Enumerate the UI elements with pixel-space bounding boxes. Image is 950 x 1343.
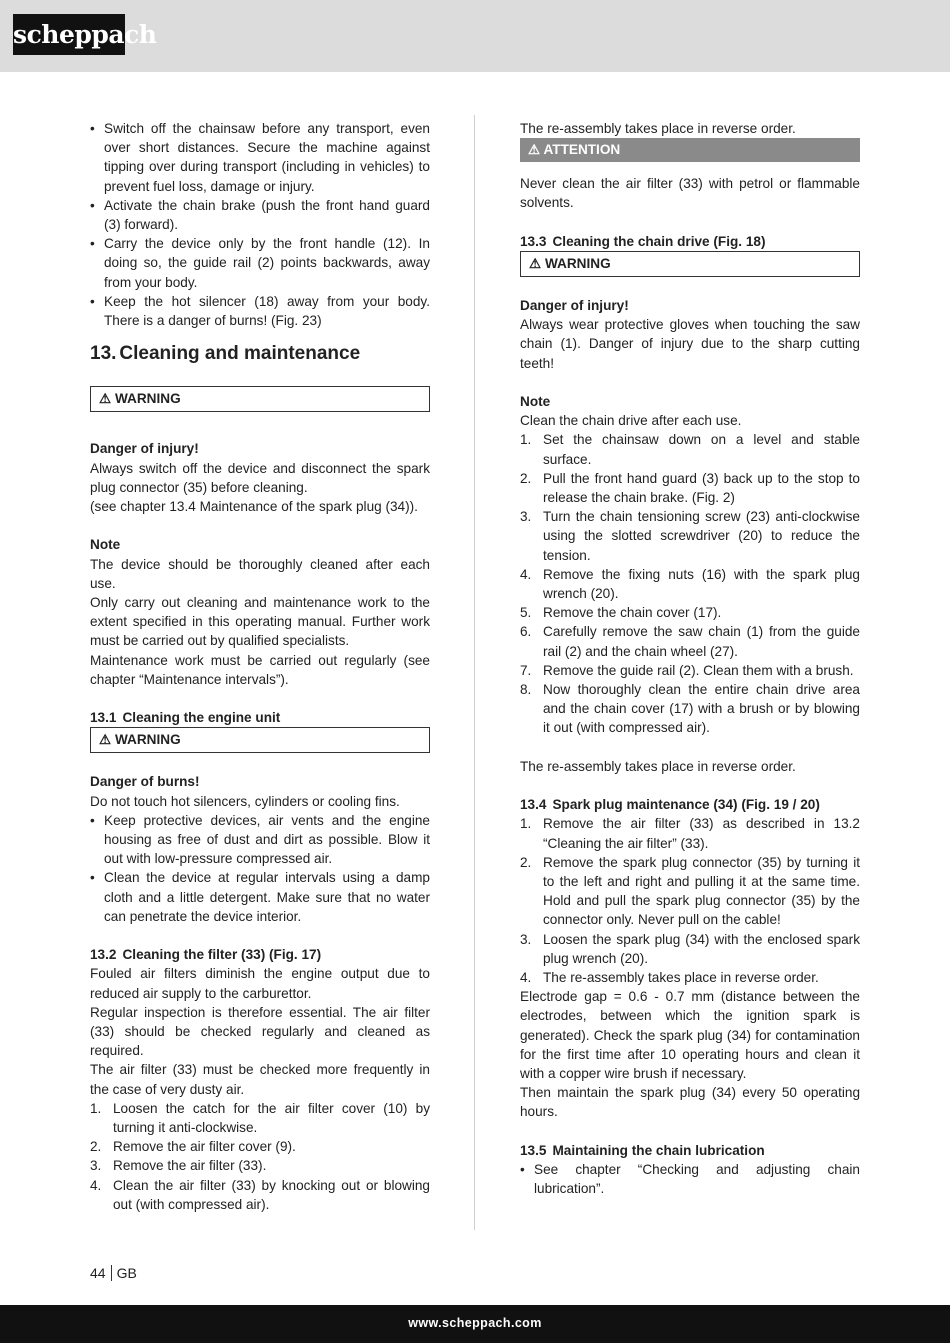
subsection-number: 13.2 — [90, 947, 117, 963]
section-heading-cleaning-maintenance — [90, 342, 430, 366]
subsection-number: 13.5 — [520, 1142, 547, 1158]
subsection-heading-13-3 — [520, 232, 860, 251]
page-number — [90, 1264, 137, 1282]
list-item: • Keep the hot silencer (18) away from your body. There is a danger of burns! (Fig. 23) — [90, 292, 430, 330]
filter-steps — [90, 1099, 430, 1214]
subsection-heading-13-4 — [520, 795, 860, 814]
list-item: 2. Remove the air filter cover (9). — [90, 1139, 296, 1155]
language-code: GB — [116, 1265, 137, 1281]
list-item: 4. Clean the air filter (33) by knocking out or blowing out (with compressed air). — [90, 1177, 430, 1212]
subsection-heading-13-5 — [520, 1141, 860, 1160]
paragraph: Fouled air filters diminish the engine output due to reduced air supply to the carburettor. — [90, 966, 430, 1001]
warning-box: ⚠ WARNING — [90, 386, 430, 412]
header-bar — [0, 0, 950, 72]
note-title: Note — [520, 394, 551, 409]
electrode-gap-text: Electrode gap = 0.6 - 0.7 mm (distance between the electrodes, between which the ignition spark is generated). Check the spark plug (34) for contamination for the first time after 10 operating hours and clean it with a copper wire brush if necessary. — [520, 989, 860, 1082]
danger-reference: (see chapter 13.4 Maintenance of the spark plug (34)). — [90, 499, 418, 515]
paragraph: Regular inspection is therefore essential. The air filter (33) should be checked regularly and cleaned as required. — [90, 1004, 430, 1059]
attention-box: ⚠ ATTENTION — [520, 138, 860, 162]
note-text: Clean the chain drive after each use. — [520, 413, 742, 429]
spark-plug-steps — [520, 814, 860, 987]
list-item: 3. Turn the chain tensioning screw (23) anti-clockwise using the slotted screwdriver (20) to reduce the tension. — [520, 509, 860, 563]
list-item: 8. Now thoroughly clean the entire chain drive area and the chain cover (17) with a brush or by blowing it out (with compressed air). — [520, 682, 860, 736]
list-item: 7. Remove the guide rail (2). Clean them with a brush. — [520, 662, 854, 678]
danger-text: Always wear protective gloves when touching the saw chain (1). Danger of injury due to the sharp cutting teeth! — [520, 317, 860, 371]
list-item: • Carry the device only by the front handle (12). In doing so, the guide rail (2) points backwards, away from your body. — [90, 234, 430, 292]
danger-text: Always switch off the device and disconnect the spark plug connector (35) before cleaning. — [90, 460, 430, 495]
engine-cleaning-bullets — [90, 811, 430, 926]
paragraph: The air filter (33) must be checked more frequently in the case of very dusty air. — [90, 1062, 430, 1097]
subsection-title: Cleaning the engine unit — [122, 710, 281, 726]
list-item: • Switch off the chainsaw before any transport, even over short distances. Secure the machine against tipping over during transport (including in vehicles) to prevent fuel loss, damage or injury. — [90, 119, 430, 196]
reassembly-text: The re-assembly takes place in reverse order. — [520, 121, 796, 136]
right-column — [520, 119, 860, 1198]
column-divider — [474, 115, 475, 1230]
chain-lubrication-bullets — [520, 1160, 860, 1198]
danger-title: Danger of injury! — [520, 298, 629, 313]
subsection-number: 13.4 — [520, 797, 547, 813]
list-item: • Activate the chain brake (push the front hand guard (3) forward). — [90, 196, 430, 234]
subsection-title: Maintaining the chain lubrication — [552, 1142, 765, 1158]
separator — [111, 1265, 112, 1281]
attention-text: Never clean the air filter (33) with petrol or flammable solvents. — [520, 176, 860, 211]
chain-drive-steps — [520, 430, 860, 737]
list-item: 1. Remove the air filter (33) as described in 13.2 “Cleaning the air filter” (33). — [520, 816, 860, 851]
danger-title: Danger of injury! — [90, 441, 199, 457]
list-item: 4. The re-assembly takes place in reverse order. — [520, 970, 819, 986]
left-column — [90, 119, 430, 1214]
list-item: 1. Set the chainsaw down on a level and stable surface. — [520, 432, 860, 467]
subsection-title: Cleaning the filter (33) (Fig. 17) — [122, 947, 322, 963]
warning-box: ⚠ WARNING — [520, 251, 860, 277]
section-number: 13. — [90, 343, 117, 365]
maintenance-interval-text: Then maintain the spark plug (34) every 50 operating hours. — [520, 1085, 860, 1120]
website-link[interactable]: www.scheppach.com — [408, 1316, 542, 1330]
list-item: 5. Remove the chain cover (17). — [520, 605, 722, 621]
note-line: The device should be thoroughly cleaned after each use. — [90, 556, 430, 591]
list-item: • Keep protective devices, air vents and the engine housing as free of dust and dirt as possible. Blow it out with low-pressure compressed air. — [90, 811, 430, 869]
subsection-title: Cleaning the chain drive (Fig. 18) — [552, 233, 766, 249]
list-item: 2. Remove the spark plug connector (35) by turning it to the left and right and pulling it at the same time. Hold and pull the spark plug connector (35) by the connector only. Never pull on the cable! — [520, 854, 860, 928]
list-item: 4. Remove the fixing nuts (16) with the spark plug wrench (20). — [520, 566, 860, 602]
list-item: 1. Loosen the catch for the air filter cover (10) by turning it anti-clockwise. — [90, 1100, 430, 1136]
scheppach-logo: scheppach — [13, 14, 125, 55]
subsection-heading-13-2 — [90, 945, 430, 964]
danger-title: Danger of burns! — [90, 774, 200, 790]
footer-bar — [0, 1305, 950, 1343]
list-item: • Clean the device at regular intervals using a damp cloth and a little detergent. Make sure that no water can penetrate the device interior. — [90, 868, 430, 926]
list-item: 2. Pull the front hand guard (3) back up to the stop to release the chain brake. (Fig. 2) — [520, 470, 860, 506]
subsection-number: 13.1 — [90, 710, 117, 726]
section-title: Cleaning and maintenance — [119, 343, 361, 365]
note-title: Note — [90, 537, 121, 553]
list-item: 3. Remove the air filter (33). — [90, 1158, 267, 1174]
transport-bullet-list — [90, 119, 430, 330]
list-item: 3. Loosen the spark plug (34) with the enclosed spark plug wrench (20). — [520, 931, 860, 966]
list-item: 6. Carefully remove the saw chain (1) from the guide rail (2) and the chain wheel (27). — [520, 624, 860, 659]
list-item: • See chapter “Checking and adjusting chain lubrication”. — [520, 1160, 860, 1198]
subsection-heading-13-1 — [90, 708, 430, 727]
subsection-number: 13.3 — [520, 233, 547, 249]
warning-box: ⚠ WARNING — [90, 727, 430, 753]
note-line: Only carry out cleaning and maintenance work to the extent specified in this operating manual. Further work must be carried out by qualified specialists. — [90, 595, 430, 649]
reassembly-text: The re-assembly takes place in reverse order. — [520, 758, 796, 774]
subsection-title: Spark plug maintenance (34) (Fig. 19 / 20) — [552, 797, 820, 813]
danger-text: Do not touch hot silencers, cylinders or cooling fins. — [90, 793, 400, 809]
page-number-value: 44 — [90, 1265, 106, 1281]
note-line: Maintenance work must be carried out regularly (see chapter “Maintenance intervals”). — [90, 652, 430, 687]
